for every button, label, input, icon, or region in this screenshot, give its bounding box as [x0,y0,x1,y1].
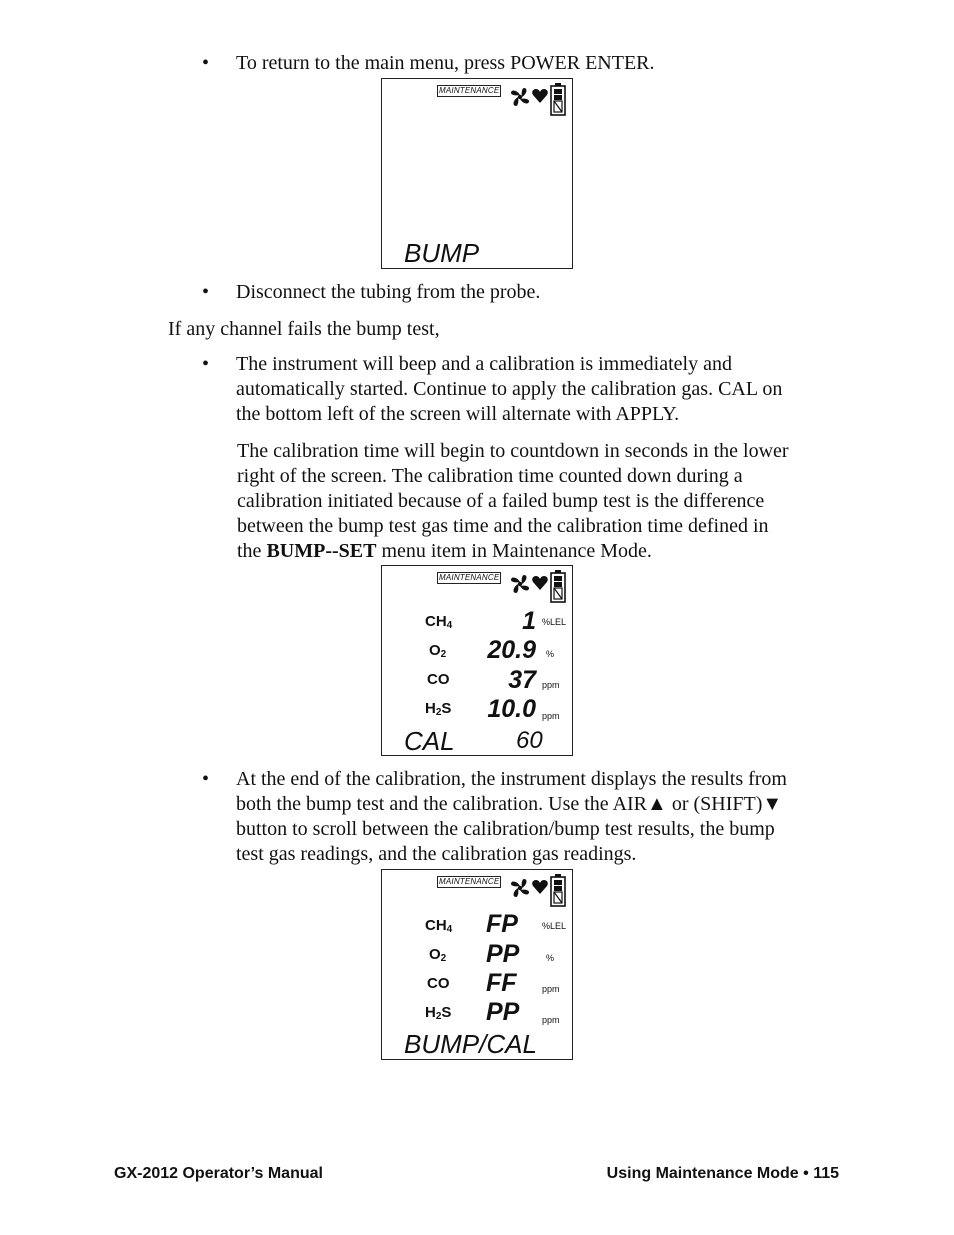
result-ch4: FP [486,910,518,938]
footer-manual-title: GX-2012 Operator’s Manual [114,1165,323,1182]
gas-label-ch4: $CH_4$ [425,917,453,935]
bullet-beep-calibration: The instrument will beep and a calibration is immediately and automatically started. Continue to apply the calibration gas. CAL on the bottom left of the screen will alternate with APPLY. [236,353,783,425]
gas-label-ch4: $CH_4$ [425,613,453,631]
gas-label-co: CO [427,671,450,688]
status-icons [509,81,569,119]
result-h2s: PP [486,998,520,1026]
unit-ch4: %LEL [542,921,567,931]
unit-co: ppm [542,984,560,994]
bullet-marker: • [202,768,210,790]
result-co: FF [486,969,517,997]
gas-label-h2s: $H_2S$ [425,700,452,718]
bullet-marker: • [202,353,210,375]
bullet-return-main-menu: To return to the main menu, press POWER ENTER. [236,52,655,74]
unit-ch4: %LEL [542,617,567,627]
screen-mode-label: CAL [404,726,455,756]
bullet-marker: • [202,52,210,74]
fan-heart-battery-icon [511,83,565,115]
paragraph-calibration-countdown: The calibration time will begin to countdown in seconds in the lower right of the screen. The calibration time counted down during a calibration initiated because of a failed bump test is the difference between the bump test gas time and the calibration time defined in the BUMP--SET menu item in Maintenance Mode. [237,440,789,562]
unit-co: ppm [542,680,560,690]
lcd-screen-bump [381,78,573,269]
bullet-marker: • [202,281,210,303]
screen-mode-label: BUMP/CAL [404,1029,537,1059]
maintenance-tag: MAINTENANCE [439,86,500,95]
gas-label-o2: $O_2$ [429,946,447,964]
maintenance-tag: MAINTENANCE [439,573,500,582]
maintenance-tag: MAINTENANCE [439,877,500,886]
unit-o2: % [546,953,555,963]
unit-h2s: ppm [542,1015,560,1025]
footer-section-page: Using Maintenance Mode • 115 [606,1165,839,1182]
unit-o2: % [546,649,555,659]
paragraph-fail: If any channel fails the bump test, [168,318,440,340]
bullet-calibration-results: At the end of the calibration, the instrument displays the results from both the bump test and the calibration. Use the AIR▲ or (SHIFT)▼ button to scroll between the calibration/bump test results, the bump test gas readings, and the calibration gas readings. [236,768,787,865]
countdown-seconds: 60 [516,727,543,754]
reading-co: 37 [508,666,536,694]
gas-label-o2: $O_2$ [429,642,447,660]
reading-ch4: 1 [522,607,536,635]
lcd-screen-bump-cal [381,869,573,1060]
status-icons [509,568,569,606]
gas-label-h2s: $H_2S$ [425,1004,452,1022]
unit-h2s: ppm [542,711,560,721]
reading-h2s: 10.0 [487,695,536,723]
bullet-disconnect-tubing: Disconnect the tubing from the probe. [236,281,541,303]
bump-set-menu-item: BUMP--SET [266,540,377,562]
reading-o2: 20.9 [487,636,536,664]
gas-label-co: CO [427,975,450,992]
screen-mode-label: BUMP [404,238,480,268]
result-o2: PP [486,940,520,968]
lcd-screen-cal [381,565,573,756]
status-icons [509,872,569,910]
